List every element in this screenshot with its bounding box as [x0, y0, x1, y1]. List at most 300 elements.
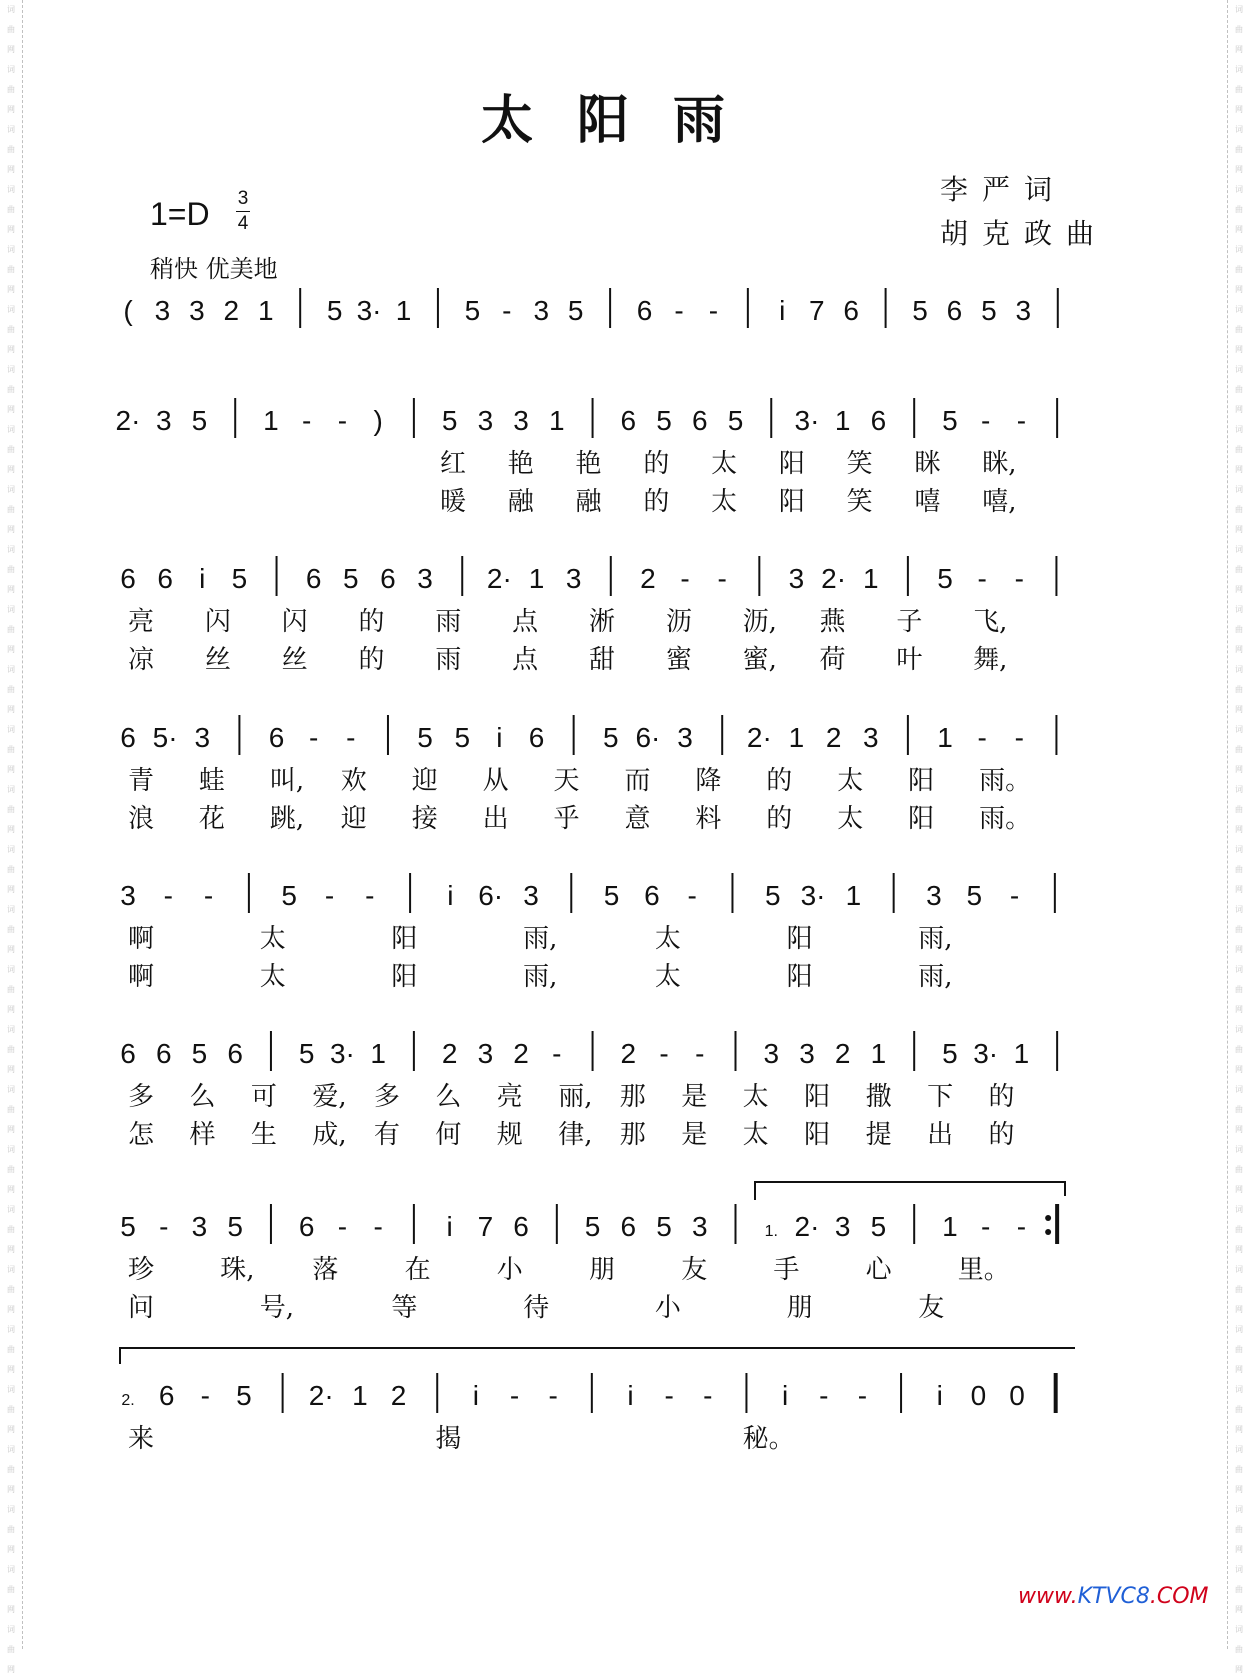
strip-char: 曲 [7, 385, 15, 394]
lyric-syllable: 闪 [204, 607, 231, 637]
lyric-syllable: 乎 [553, 804, 580, 834]
strip-char: 词 [7, 785, 15, 794]
score-note: - [708, 295, 719, 326]
strip-char: 网 [1235, 1005, 1243, 1014]
score-note: - [509, 1380, 520, 1411]
lyric-syllable: 融 [507, 487, 534, 517]
score-note: 3 [862, 722, 879, 753]
score-note: - [695, 1038, 705, 1069]
strip-char: 曲 [7, 685, 15, 694]
strip-char: 词 [7, 725, 15, 734]
score-note: - [1009, 880, 1020, 911]
lyric-syllable: 暖 [440, 487, 467, 517]
score-note: - [552, 1038, 562, 1069]
strip-char: 网 [7, 1545, 15, 1554]
score-note: 1 [942, 1211, 958, 1242]
score-note: 3 [154, 295, 171, 326]
lyric-syllable: 阳 [908, 766, 935, 796]
lyric-syllable: 融 [575, 487, 602, 517]
strip-char: 词 [1235, 185, 1243, 194]
strip-char: 曲 [7, 505, 15, 514]
lyric-syllable: 蜜 [665, 645, 692, 675]
strip-char: 词 [1235, 65, 1243, 74]
score-note: 5 [602, 722, 619, 753]
score-note: 5 [942, 405, 958, 436]
score-note: 5 [966, 880, 983, 911]
score-note: 0 [970, 1380, 987, 1411]
volta-bracket-2 [120, 1348, 1075, 1364]
lyric-syllable: 眯, [982, 449, 1017, 479]
score-note: 5 [656, 405, 672, 436]
lyric-syllable: 而 [624, 766, 651, 796]
strip-char: 词 [7, 305, 15, 314]
score-note: 3 [565, 563, 582, 594]
strip-char: 网 [7, 1665, 15, 1674]
score-note: 3 [533, 295, 550, 326]
strip-char: 网 [7, 1305, 15, 1314]
lyric-syllable: 太 [654, 962, 681, 992]
lyric-syllable: 落 [312, 1255, 339, 1285]
strip-char: 网 [1235, 1425, 1243, 1434]
lyric-syllable: 叫, [269, 766, 305, 796]
strip-char: 网 [1235, 465, 1243, 474]
score-note: 3 [513, 405, 529, 436]
strip-char: 网 [7, 705, 15, 714]
strip-char: 词 [7, 1505, 15, 1514]
lyric-syllable: 浪 [128, 804, 155, 834]
score-note: - [302, 405, 312, 436]
lyric-syllable: 蜜, [742, 645, 777, 675]
score-note: 3· [329, 1038, 355, 1069]
strip-char: 曲 [1235, 145, 1243, 154]
score-note: 6 [528, 722, 545, 753]
score-note: - [857, 1380, 868, 1411]
strip-char: 词 [1235, 785, 1243, 794]
strip-char: 网 [1235, 1065, 1243, 1074]
score-note: 6 [636, 295, 653, 326]
lyric-syllable: 珍 [128, 1255, 155, 1285]
strip-char: 曲 [7, 265, 15, 274]
strip-char: 曲 [7, 1525, 15, 1534]
lyric-syllable: 的 [766, 766, 793, 796]
lyric-syllable: 太 [711, 449, 738, 479]
strip-char: 词 [7, 1625, 15, 1634]
score-note: 3 [189, 295, 205, 326]
score-note: 5 [937, 563, 953, 594]
strip-char: 词 [7, 545, 15, 554]
lyric-syllable: 太 [259, 962, 286, 992]
strip-char: 曲 [1235, 385, 1243, 394]
score-note: 1 [257, 295, 274, 326]
score-note: 1. [764, 1223, 778, 1240]
score-note: 6 [380, 563, 396, 594]
lyric-syllable: 雨。 [979, 766, 1032, 796]
lyric-syllable: 朋 [786, 1293, 813, 1323]
score-note: 5 [236, 1380, 252, 1411]
lyric-syllable: 来 [128, 1424, 155, 1454]
strip-char: 词 [7, 965, 15, 974]
strip-char: 曲 [1235, 1165, 1243, 1174]
strip-char: 网 [7, 465, 15, 474]
score-note: ) [373, 405, 383, 436]
strip-char: 曲 [1235, 685, 1243, 694]
score-note: i [779, 295, 786, 326]
strip-char: 词 [1235, 1145, 1243, 1154]
strip-char: 曲 [7, 625, 15, 634]
strip-char: 词 [1235, 1205, 1243, 1214]
score-note: 2 [834, 1038, 851, 1069]
lyric-syllable: 料 [695, 804, 722, 834]
strip-char: 词 [1235, 1445, 1243, 1454]
lyric-syllable: 丝 [281, 645, 308, 675]
lyric-syllable: 点 [512, 645, 539, 675]
strip-char: 词 [7, 1085, 15, 1094]
lyric-syllable: 问 [128, 1293, 155, 1323]
score-note: 3 [799, 1038, 815, 1069]
score-note: 6 [158, 1380, 175, 1411]
strip-char: 曲 [1235, 445, 1243, 454]
score-note: - [664, 1380, 674, 1411]
score-note: 6 [227, 1038, 243, 1069]
strip-char: 网 [7, 1485, 15, 1494]
score-note: - [200, 1380, 210, 1411]
watermark-prefix: www. [1018, 1584, 1078, 1609]
strip-char: 词 [1235, 1265, 1243, 1274]
lyric-syllable: 阳 [786, 962, 813, 992]
score-note: 1 [788, 722, 805, 753]
strip-char: 词 [7, 1445, 15, 1454]
score-note: 6 [120, 563, 136, 594]
score-note: - [324, 880, 335, 911]
lyric-syllable: 欢 [340, 766, 367, 796]
lyric-syllable: 珠, [220, 1255, 255, 1285]
score-note: 1 [862, 563, 879, 594]
strip-char: 网 [7, 645, 15, 654]
lyric-syllable: 雨, [523, 962, 558, 992]
lyric-syllable: 跳, [269, 804, 305, 834]
strip-char: 词 [7, 605, 15, 614]
score-note: 3 [1015, 295, 1032, 326]
lyric-syllable: 阳 [778, 449, 805, 479]
lyric-syllable: 友 [918, 1293, 945, 1323]
score-note: 5 [227, 1211, 243, 1242]
score-note: 2· [308, 1380, 334, 1411]
score-note: 3 [477, 1038, 494, 1069]
score-note: - [980, 405, 991, 436]
strip-char: 网 [1235, 1365, 1243, 1374]
score-note: 5 [727, 405, 744, 436]
strip-char: 网 [1235, 705, 1243, 714]
lyric-syllable: 心 [865, 1255, 892, 1285]
score-note: 3· [800, 880, 826, 911]
score-note: 3 [834, 1211, 851, 1242]
strip-char: 词 [7, 245, 15, 254]
lyric-syllable: 闪 [281, 607, 308, 637]
lyric-syllable: 的 [643, 449, 670, 479]
lyric-syllable: 蛙 [198, 766, 225, 796]
strip-char: 曲 [7, 85, 15, 94]
lyric-syllable: 丽, [558, 1082, 593, 1112]
lyric-syllable: 样 [189, 1120, 216, 1150]
score-note: i [627, 1380, 634, 1411]
score-note: 6 [644, 880, 660, 911]
strip-char: 词 [7, 1145, 15, 1154]
score-note: i [496, 722, 503, 753]
strip-char: 网 [7, 165, 15, 174]
score-note: 1 [395, 295, 412, 326]
lyric-syllable: 秘。 [742, 1424, 795, 1454]
lyric-syllable: 的 [988, 1082, 1015, 1112]
score-note: 6 [620, 405, 637, 436]
lyric-syllable: 多 [128, 1082, 155, 1112]
strip-char: 曲 [7, 1045, 15, 1054]
score-note: 1 [845, 880, 862, 911]
score-note: - [717, 563, 727, 594]
strip-char: 网 [7, 1425, 15, 1434]
strip-char: 词 [1235, 545, 1243, 554]
score-note: - [163, 880, 173, 911]
lyric-syllable: 撒 [865, 1082, 892, 1112]
score-note: - [309, 722, 319, 753]
strip-char: 曲 [7, 745, 15, 754]
lyric-syllable: 凉 [128, 645, 155, 675]
lyric-syllable: 雨 [435, 645, 462, 675]
score-note: 5 [764, 880, 781, 911]
lyric-syllable: 沥, [742, 607, 777, 637]
score-note: i [446, 1211, 453, 1242]
strip-char: 曲 [1235, 1225, 1243, 1234]
lyric-syllable: 花 [198, 804, 225, 834]
lyric-syllable: 么 [189, 1082, 216, 1112]
score-note: 3· [356, 295, 382, 326]
score-note: - [346, 722, 356, 753]
lyric-syllable: 叶 [896, 645, 923, 675]
lyric-syllable: 阳 [778, 487, 805, 517]
lyric-syllable: 燕 [819, 607, 846, 637]
strip-char: 词 [1235, 485, 1243, 494]
lyric-syllable: 太 [742, 1120, 769, 1150]
lyric-syllable: 亮 [496, 1082, 523, 1112]
strip-char: 网 [1235, 1305, 1243, 1314]
score-note: 6 [843, 295, 859, 326]
watermark-suffix: .COM [1149, 1584, 1209, 1609]
strip-char: 曲 [7, 145, 15, 154]
lyric-syllable: 的 [988, 1120, 1015, 1150]
score-note: 5 [464, 295, 481, 326]
score-note: 5 [603, 880, 620, 911]
score-note: 2 [825, 722, 842, 753]
lyric-syllable: 阳 [804, 1082, 831, 1112]
lyric-syllable: 朋 [589, 1255, 616, 1285]
lyric-syllable: 小 [496, 1255, 523, 1285]
score-note: 3 [677, 722, 693, 753]
score-note: - [1016, 405, 1027, 436]
strip-char: 曲 [1235, 1645, 1243, 1654]
lyric-syllable: 何 [435, 1120, 462, 1150]
strip-char: 曲 [7, 985, 15, 994]
score-note: - [703, 1380, 713, 1411]
strip-char: 词 [1235, 725, 1243, 734]
strip-char: 词 [1235, 5, 1243, 14]
score-note: 5 [191, 1038, 208, 1069]
strip-char: 网 [7, 525, 15, 534]
lyric-syllable: 多 [373, 1082, 400, 1112]
lyric-syllable: 笑 [846, 487, 873, 517]
score-note: 3 [417, 563, 433, 594]
strip-char: 曲 [1235, 1525, 1243, 1534]
score-note: 3· [794, 405, 820, 436]
site-watermark [1018, 1584, 1209, 1609]
strip-char: 曲 [7, 1465, 15, 1474]
strip-char: 词 [7, 1385, 15, 1394]
score-note: 6 [620, 1211, 637, 1242]
strip-char: 曲 [7, 1405, 15, 1414]
strip-char: 词 [7, 1025, 15, 1034]
strip-char: 网 [1235, 1605, 1243, 1614]
strip-char: 曲 [7, 565, 15, 574]
score-note: 6 [691, 405, 708, 436]
strip-char: 词 [7, 665, 15, 674]
score-note: 1 [937, 722, 953, 753]
lyric-syllable: 阳 [804, 1120, 831, 1150]
lyric-syllable: 雨。 [979, 804, 1032, 834]
strip-char: 曲 [1235, 505, 1243, 514]
song-title: 太阳雨 [480, 90, 769, 151]
lyric-syllable: 丝 [204, 645, 231, 675]
strip-char: 曲 [7, 445, 15, 454]
score-note: 2. [121, 1392, 135, 1409]
score-note: 5 [441, 405, 458, 436]
strip-char: 词 [1235, 1625, 1243, 1634]
score-note: 6 [298, 1211, 315, 1242]
strip-char: 词 [1235, 365, 1243, 374]
score-note: - [819, 1380, 829, 1411]
strip-char: 曲 [1235, 1345, 1243, 1354]
strip-char: 网 [7, 105, 15, 114]
lyric-syllable: 艳 [575, 449, 602, 479]
score-note: 3 [691, 1211, 708, 1242]
score-note: 1 [549, 405, 565, 436]
lyric-syllable: 可 [250, 1082, 277, 1112]
strip-char: 词 [1235, 965, 1243, 974]
time-signature-bottom: 4 [237, 213, 249, 234]
strip-char: 网 [1235, 525, 1243, 534]
score-note: 2 [390, 1380, 407, 1411]
strip-char: 词 [1235, 605, 1243, 614]
lyric-syllable: 子 [896, 607, 923, 637]
lyric-syllable: 律, [558, 1120, 593, 1150]
strip-char: 网 [1235, 1545, 1243, 1554]
score-note: 5 [912, 295, 928, 326]
lyric-syllable: 太 [742, 1082, 769, 1112]
score-note: - [373, 1211, 383, 1242]
strip-char: 曲 [1235, 745, 1243, 754]
strip-char: 曲 [7, 1285, 15, 1294]
lyric-syllable: 阳 [908, 804, 935, 834]
strip-char: 词 [1235, 1085, 1243, 1094]
strip-char: 词 [7, 5, 15, 14]
repeat-dot [1045, 1229, 1051, 1235]
score-note: - [980, 1211, 991, 1242]
strip-char: 曲 [7, 865, 15, 874]
score-note: i [936, 1380, 943, 1411]
score-note: 5 [870, 1211, 887, 1242]
score-note: 2 [513, 1038, 529, 1069]
score-note: - [674, 295, 684, 326]
score-note: 6 [305, 563, 322, 594]
score-note: 7 [477, 1211, 494, 1242]
lyric-syllable: 雨, [918, 962, 953, 992]
lyric-syllable: 友 [681, 1255, 708, 1285]
strip-char: 曲 [1235, 565, 1243, 574]
lyric-syllable: 舞, [973, 645, 1008, 675]
score-note: - [680, 563, 690, 594]
score-note: 1 [370, 1038, 386, 1069]
strip-char: 网 [1235, 945, 1243, 954]
lyric-syllable: 点 [512, 607, 539, 637]
lyric-syllable: 荷 [819, 645, 846, 675]
score-note: i [781, 1380, 789, 1411]
score-note: 0 [1009, 1380, 1025, 1411]
score-note: i [447, 880, 454, 911]
lyric-syllable: 那 [619, 1082, 646, 1112]
strip-char: 曲 [7, 205, 15, 214]
strip-char: 曲 [1235, 865, 1243, 874]
strip-char: 网 [1235, 165, 1243, 174]
lyric-syllable: 等 [391, 1293, 418, 1323]
lyric-syllable: 甜 [589, 645, 616, 675]
strip-char: 网 [1235, 45, 1243, 54]
score-note: 3 [523, 880, 539, 911]
strip-char: 词 [1235, 245, 1243, 254]
lyric-syllable: 下 [927, 1082, 954, 1112]
score-note: - [337, 405, 348, 436]
lyric-syllable: 啊 [128, 924, 155, 954]
strip-char: 曲 [7, 25, 15, 34]
strip-char: 网 [1235, 105, 1243, 114]
strip-char: 词 [1235, 1025, 1243, 1034]
score-note: - [1014, 722, 1024, 753]
score-note: 5 [120, 1211, 136, 1242]
strip-char: 曲 [1235, 985, 1243, 994]
score-note: 6 [120, 722, 136, 753]
score-note: 2 [620, 1038, 637, 1069]
lyric-syllable: 成, [312, 1120, 347, 1150]
score-note: 6 [268, 722, 285, 753]
strip-char: 词 [1235, 665, 1243, 674]
strip-char: 曲 [1235, 625, 1243, 634]
time-signature-top: 3 [237, 188, 249, 209]
lyric-syllable: 的 [358, 645, 385, 675]
lyric-syllable: 是 [681, 1082, 708, 1112]
strip-char: 词 [1235, 125, 1243, 134]
score-note: 6· [635, 722, 661, 753]
strip-char: 词 [1235, 305, 1243, 314]
score-note: 5 [567, 295, 584, 326]
score-note: 3 [788, 563, 805, 594]
strip-char: 网 [7, 405, 15, 414]
strip-char: 词 [7, 425, 15, 434]
score-note: - [159, 1211, 169, 1242]
lyric-syllable: 么 [435, 1082, 462, 1112]
score-note: i [199, 563, 206, 594]
strip-char: 词 [1235, 1565, 1243, 1574]
score-note: 1 [263, 405, 279, 436]
lyric-syllable: 出 [482, 804, 509, 834]
strip-char: 词 [1235, 845, 1243, 854]
lyric-syllable: 是 [681, 1120, 708, 1150]
strip-char: 词 [1235, 1325, 1243, 1334]
